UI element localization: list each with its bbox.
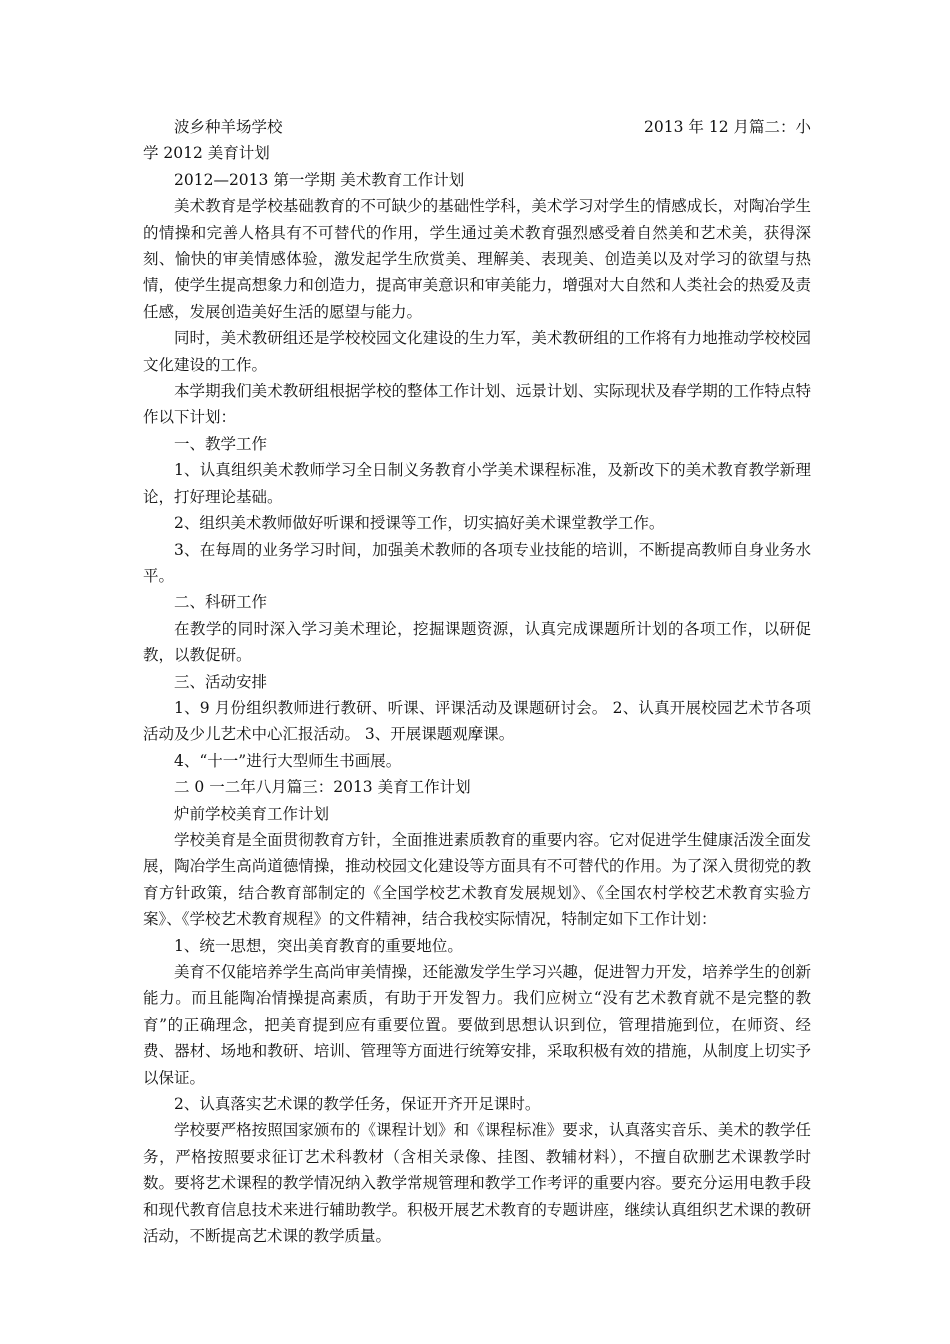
school-name: 波乡种羊场学校 [174,118,283,136]
heading: 1、统一思想，突出美育教育的重要地位。 [174,936,463,955]
paragraph: 4、“十一”进行大型师生书画展。 [174,751,402,770]
paragraph: 二 0 一二年八月篇三：2013 美育工作计划 [174,778,471,797]
paragraph: 在教学的同时深入学习美术理论，挖掘课题资源，认真完成课题所计划的各项工作，以研促教，以教促研。 [143,619,811,665]
paragraph: 本学期我们美术教研组根据学校的整体工作计划、远景计划、实际现状及春学期的工作特点特作以下计划： [143,382,811,427]
heading: 2、认真落实艺术课的教学任务，保证开齐开足课时。 [174,1095,541,1114]
paragraph: 美术教育是学校基础教育的不可缺少的基础性学科，美术学习对学生的情感成长，对陶冶学生的情操和完善人格具有不可替代的作用，学生通过美术教育强烈感受着自然美和艺术美，获得深刻、愉快的审美情感体验，激发起学生欣赏美、理解美、表现美、创造美以及对学习的欲望与热情，使学生提高想象力和创造力，提高审美意识和审美能力，增强对大自然和人类社会的热爱及责任感，发展创造美好生活的愿望与能力。 [143,197,811,321]
heading: 二、科研工作 [174,593,268,612]
paragraph: 3、在每周的业务学习时间，加强美术教师的各项专业技能的培训，不断提高教师自身业务水平。 [143,540,811,585]
paragraph: 学校要严格按照国家颁布的《课程计划》和《课程标准》要求，认真落实音乐、美术的教学任务，严格按照要求征订艺术科教材（含相关录像、挂图、教辅材料），不擅自砍删艺术课教学时数。要将艺术课程的教学情况纳入教学常规管理和教学工作考评的重要内容。要充分运用电教手段和现代教育信息技术来进行辅助教学。积极开展艺术教育的专题讲座，继续认真组织艺术课的教研活动，不断提高艺术课的教学质量。 [143,1121,811,1246]
heading: 三、活动安排 [174,672,268,691]
paragraph: 1、9 月份组织教师进行教研、听课、评课活动及课题研讨会。 2、认真开展校园艺术节各项活动及少儿艺术中心汇报活动。 3、开展课题观摩课。 [143,698,811,744]
header-line [143,114,811,140]
date-text: 2013 年 12 月篇二：小 [644,118,811,136]
document-page [143,114,811,1249]
heading: 炉前学校美育工作计划 [174,804,330,823]
paragraph: 学校美育是全面贯彻教育方针，全面推进素质教育的重要内容。它对促进学生健康活泼全面发展，陶冶学生高尚道德情操，推动校园文化建设等方面具有不可替代的作用。为了深入贯彻党的教育方针政策，结合教育部制定的《全国学校艺术教育发展规划》、《全国农村学校艺术教育实验方案》、《学校艺术教育规程》的文件精神，结合我校实际情况，特制定如下工作计划： [143,830,811,929]
paragraph: 2012—2013 第一学期 美术教育工作计划 [174,170,465,189]
body-text [143,167,811,1250]
paragraph: 2、组织美术教师做好听课和授课等工作，切实搞好美术课堂教学工作。 [174,514,665,533]
paragraph: 美育不仅能培养学生高尚审美情操，还能激发学生学习兴趣，促进智力开发，培养学生的创新能力。而且能陶冶情操提高素质，有助于开发智力。我们应树立“没有艺术教育就不是完整的教育”的正确理念，把美育提到应有重要位置。要做到思想认识到位，管理措施到位，在师资、经费、器材、场地和教研、培训、管理等方面进行统筹安排，采取积极有效的措施，从制度上切实予以保证。 [143,963,811,1087]
paragraph: 同时，美术教研组还是学校校园文化建设的生力军，美术教研组的工作将有力地推动学校校园文化建设的工作。 [143,329,811,374]
paragraph: 1、认真组织美术教师学习全日制义务教育小学美术课程标准，及新改下的美术教育教学新理论，打好理论基础。 [143,461,811,506]
section-title: 学 2012 美育计划 [143,144,270,163]
heading: 一、教学工作 [174,434,268,453]
